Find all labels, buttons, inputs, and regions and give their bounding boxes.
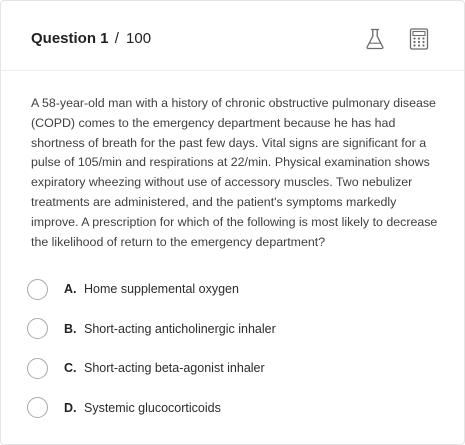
radio-button[interactable] (27, 279, 48, 300)
option-text: Systemic glucocorticoids (84, 400, 221, 415)
question-header (1, 1, 464, 71)
answer-options (27, 276, 437, 434)
question-label: Question 1 (31, 30, 109, 47)
option-text: Short-acting beta-agonist inhaler (84, 361, 265, 375)
option-letter: C. (64, 361, 77, 375)
calculator-button[interactable] (407, 27, 431, 51)
option-text: Home supplemental oxygen (84, 282, 239, 296)
lab-values-button[interactable] (363, 27, 387, 51)
answer-option-c[interactable] (27, 355, 437, 381)
option-letter: A. (64, 282, 77, 296)
question-total: 100 (126, 30, 152, 47)
answer-option-b[interactable] (27, 316, 437, 342)
answer-option-d[interactable] (27, 395, 437, 421)
option-letter: D. (64, 400, 77, 415)
question-separator: / (114, 30, 119, 47)
question-counter (31, 30, 151, 48)
radio-button[interactable] (27, 358, 48, 379)
flask-icon (365, 28, 385, 50)
option-text: Short-acting anticholinergic inhaler (84, 321, 276, 336)
calculator-icon (409, 28, 429, 50)
radio-button[interactable] (27, 318, 48, 339)
radio-button[interactable] (27, 397, 48, 418)
question-stem: A 58-year-old man with a history of chronic obstructive pulmonary disease (COPD) comes to the emergency department because he has had shortness of breath for the past few days. Vital signs are significant for a pulse of 105/min and respirations at 22/min. Physical examination shows expiratory wheezing without use of accessory muscles. Two nebulizer treatments are administered, and the patient's symptoms markedly improve. A prescription for which of the following is most likely to decrease the likelihood of return to the emergency department? (31, 96, 438, 249)
answer-option-a[interactable] (27, 276, 437, 302)
option-letter: B. (64, 321, 77, 336)
